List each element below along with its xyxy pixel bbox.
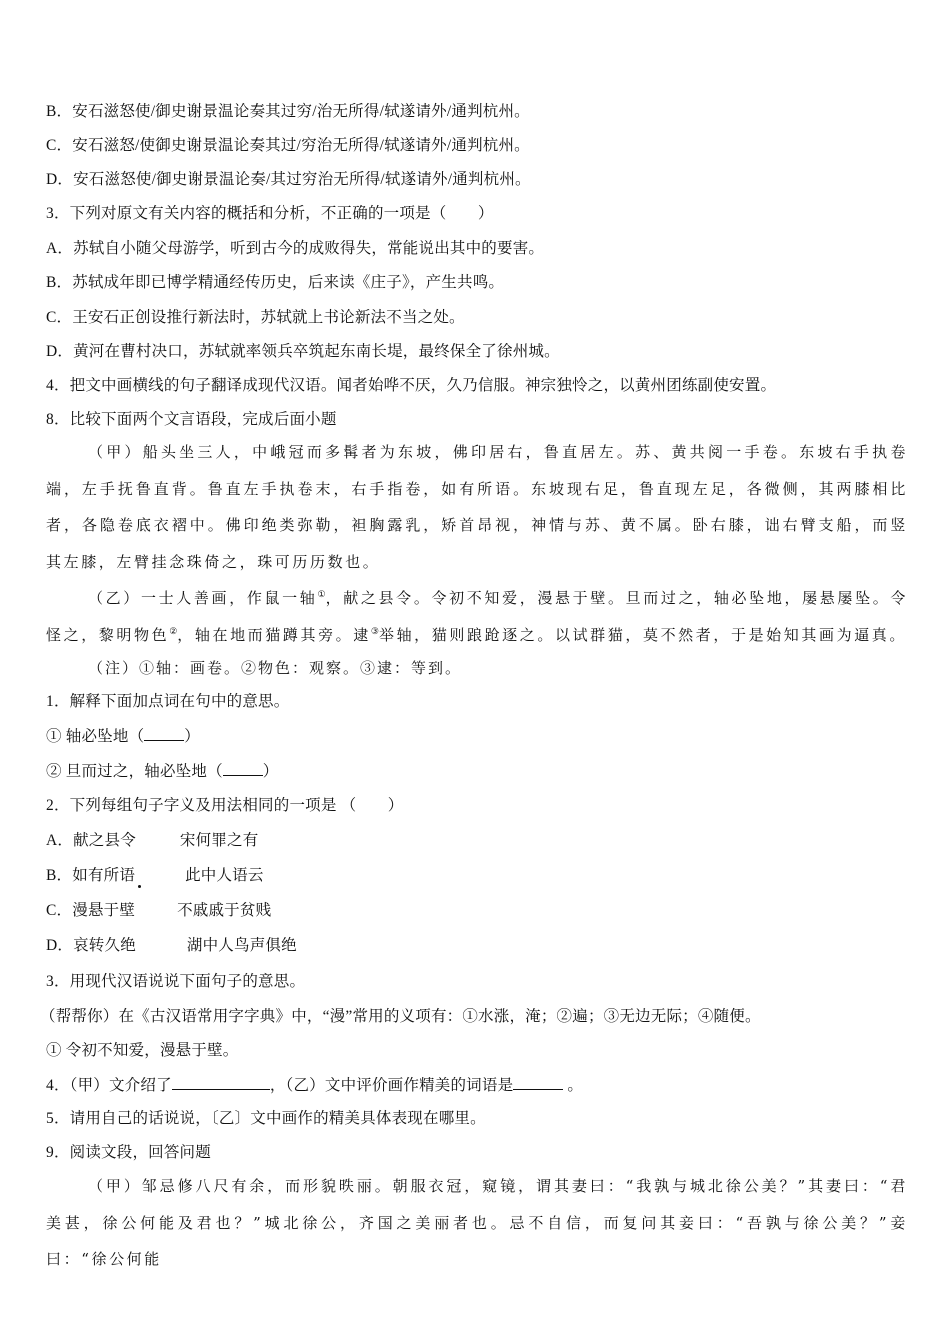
option-label: D． xyxy=(46,937,74,954)
option-label: B． xyxy=(46,867,73,884)
sub4-question xyxy=(46,1073,583,1097)
q4-translation: 4．把文中画横线的句子翻译成现代汉语。闻者始哗不厌，久乃信服。神宗独怜之，以黄州团练副使安置。 xyxy=(46,377,777,394)
option-label: D． xyxy=(46,171,74,188)
passage-text: ，轴在地而猫蹲其旁。逮 xyxy=(177,625,371,644)
option-right: 湖中人鸟声俱绝 xyxy=(186,937,297,954)
sub2-option-c xyxy=(46,899,271,923)
option-label: B． xyxy=(46,274,73,291)
sub3-sentence: ① 令初不知爱，漫悬于壁。 xyxy=(46,1042,239,1059)
item-prefix: ① xyxy=(46,728,62,745)
option-right: 宋何罪之有 xyxy=(179,832,259,849)
item-suffix: ） xyxy=(262,763,279,780)
passage-jia: （甲）船头坐三人，中峨冠而多髯者为东坡，佛印居右，鲁直居左。苏、黄共阅一手卷。东坡右手执卷端，左手抚鲁直背。鲁直左手执卷末，右手指卷，如有所语。东坡现右足，鲁直现左足，各微侧，其两膝相比者，各隐卷底衣褶中。佛印绝类弥勒，袒胸露乳，矫首昂视，神情与苏、黄不属。卧右膝，诎右臂支船，而竖其左膝，左臂挂念珠倚之，珠可历历数也。 xyxy=(46,443,908,571)
sub4-text-3: 。 xyxy=(563,1077,584,1094)
option-label: B． xyxy=(46,103,73,120)
passage-text: ，献之县令。令初不知爱，漫悬于壁。旦而过之，轴必坠地，屡悬屡坠。令怪之，黎明物色 xyxy=(46,589,908,644)
answer-blank-yi[interactable] xyxy=(513,1073,563,1090)
q2-option-b xyxy=(46,100,530,124)
footnote-ref-3: ③ xyxy=(370,626,379,637)
option-text: 苏轼成年即已博学精通经传历史，后来读《庄子》，产生共鸣。 xyxy=(72,274,505,291)
option-label: D． xyxy=(46,343,74,360)
passage-text: （乙）一士人善画，作鼠一轴 xyxy=(88,589,318,607)
passage-note: （注）①轴：画卷。②物色：观察。③逮：等到。 xyxy=(88,659,463,677)
option-label: C． xyxy=(46,902,73,919)
answer-blank-jia[interactable] xyxy=(172,1073,270,1090)
sub4-text-2: ，（乙）文中评价画作精美的词语是 xyxy=(269,1077,514,1094)
sub2-stem: 2．下列每组句子字义及用法相同的一项是 （ ） xyxy=(46,797,404,814)
option-right: 不戚戚于贫贱 xyxy=(177,902,272,919)
answer-blank[interactable] xyxy=(223,759,263,776)
footnote-ref-1: ① xyxy=(317,590,326,600)
sub3-stem: 3．用现代汉语说说下面句子的意思。 xyxy=(46,973,306,990)
q3-option-b xyxy=(46,271,504,295)
option-label: A． xyxy=(46,240,74,257)
sub2-option-b xyxy=(46,864,264,888)
item-suffix: ） xyxy=(184,728,200,745)
option-text: 安石滋怒使/御史谢景温论奏其过穷/治无所得/轼遂请外/通判杭州。 xyxy=(72,103,530,120)
option-right: 此中人语云 xyxy=(185,867,264,884)
option-left: 哀转久绝 xyxy=(73,937,136,954)
option-text: 苏轼自小随父母游学，听到古今的成败得失，常能说出其中的要害。 xyxy=(73,240,545,257)
option-label: C． xyxy=(46,137,73,154)
option-left: 漫悬于壁 xyxy=(72,902,136,919)
q2-option-d xyxy=(46,168,531,192)
sub5-stem: 5．请用自己的话说说，〔乙〕文中画作的精美具体表现在哪里。 xyxy=(46,1110,486,1127)
q2-option-c xyxy=(46,134,530,158)
section8-heading: 8．比较下面两个文言语段，完成后面小题 xyxy=(46,411,337,428)
answer-blank[interactable] xyxy=(144,724,184,741)
option-text: 安石滋怒/使御史谢景温论奏其过/穷治无所得/轼遂请外/通判杭州。 xyxy=(72,137,530,154)
passage-text: 举轴，猫则踉跄逐之。以试群猫，莫不然者，于是始知其画为逼真。 xyxy=(378,625,907,644)
sub1-item-2 xyxy=(46,759,279,783)
sub3-help: （帮帮你）在《古汉语常用字字典》中，“漫”常用的义项有：①水涨，淹；②遍；③无边无际；④随便。 xyxy=(40,1008,761,1025)
option-label: A． xyxy=(46,832,74,849)
option-text: 黄河在曹村决口，苏轼就率领兵卒筑起东南长堤，最终保全了徐州城。 xyxy=(73,343,560,360)
sub2-option-d xyxy=(46,934,297,958)
option-left: 献之县令 xyxy=(73,832,136,849)
sub1-stem: 1．解释下面加点词在句中的意思。 xyxy=(46,693,290,710)
q3-option-a xyxy=(46,237,544,261)
option-left: 如有所语 xyxy=(72,867,136,884)
item-prefix: ② xyxy=(46,763,62,780)
option-text: 安石滋怒使/御史谢景温论奏/其过穷治无所得/轼遂请外/通判杭州。 xyxy=(73,171,531,188)
option-text: 王安石正创设推行新法时，苏轼就上书论新法不当之处。 xyxy=(72,309,465,326)
section9-heading: 9．阅读文段，回答问题 xyxy=(46,1144,211,1161)
section9-passage-jia: （甲）邹忌修八尺有余，而形貌昳丽。朝服衣冠，窥镜，谓其妻曰：“我孰与城北徐公美？”其妻曰：“君美甚，徐公何能及君也？”城北徐公，齐国之美丽者也。忌不自信，而复问其妾曰：“吾孰与徐公美？”妾曰：“徐公何能 xyxy=(46,1177,908,1268)
q3-option-d xyxy=(46,340,560,364)
sub4-text-1: 4．（甲）文介绍了 xyxy=(46,1077,172,1094)
passage-yi xyxy=(46,580,908,653)
footnote-ref-2: ② xyxy=(169,626,178,637)
sub1-item-1 xyxy=(46,724,200,748)
q3-option-c xyxy=(46,306,465,330)
item-text: 轴必坠地（ xyxy=(65,728,145,745)
option-label: C． xyxy=(46,309,73,326)
q3-stem: 3．下列对原文有关内容的概括和分析，不正确的一项是（ ） xyxy=(46,205,494,222)
sub2-option-a xyxy=(46,829,258,853)
item-text: 旦而过之，轴必坠地（ xyxy=(65,763,223,780)
